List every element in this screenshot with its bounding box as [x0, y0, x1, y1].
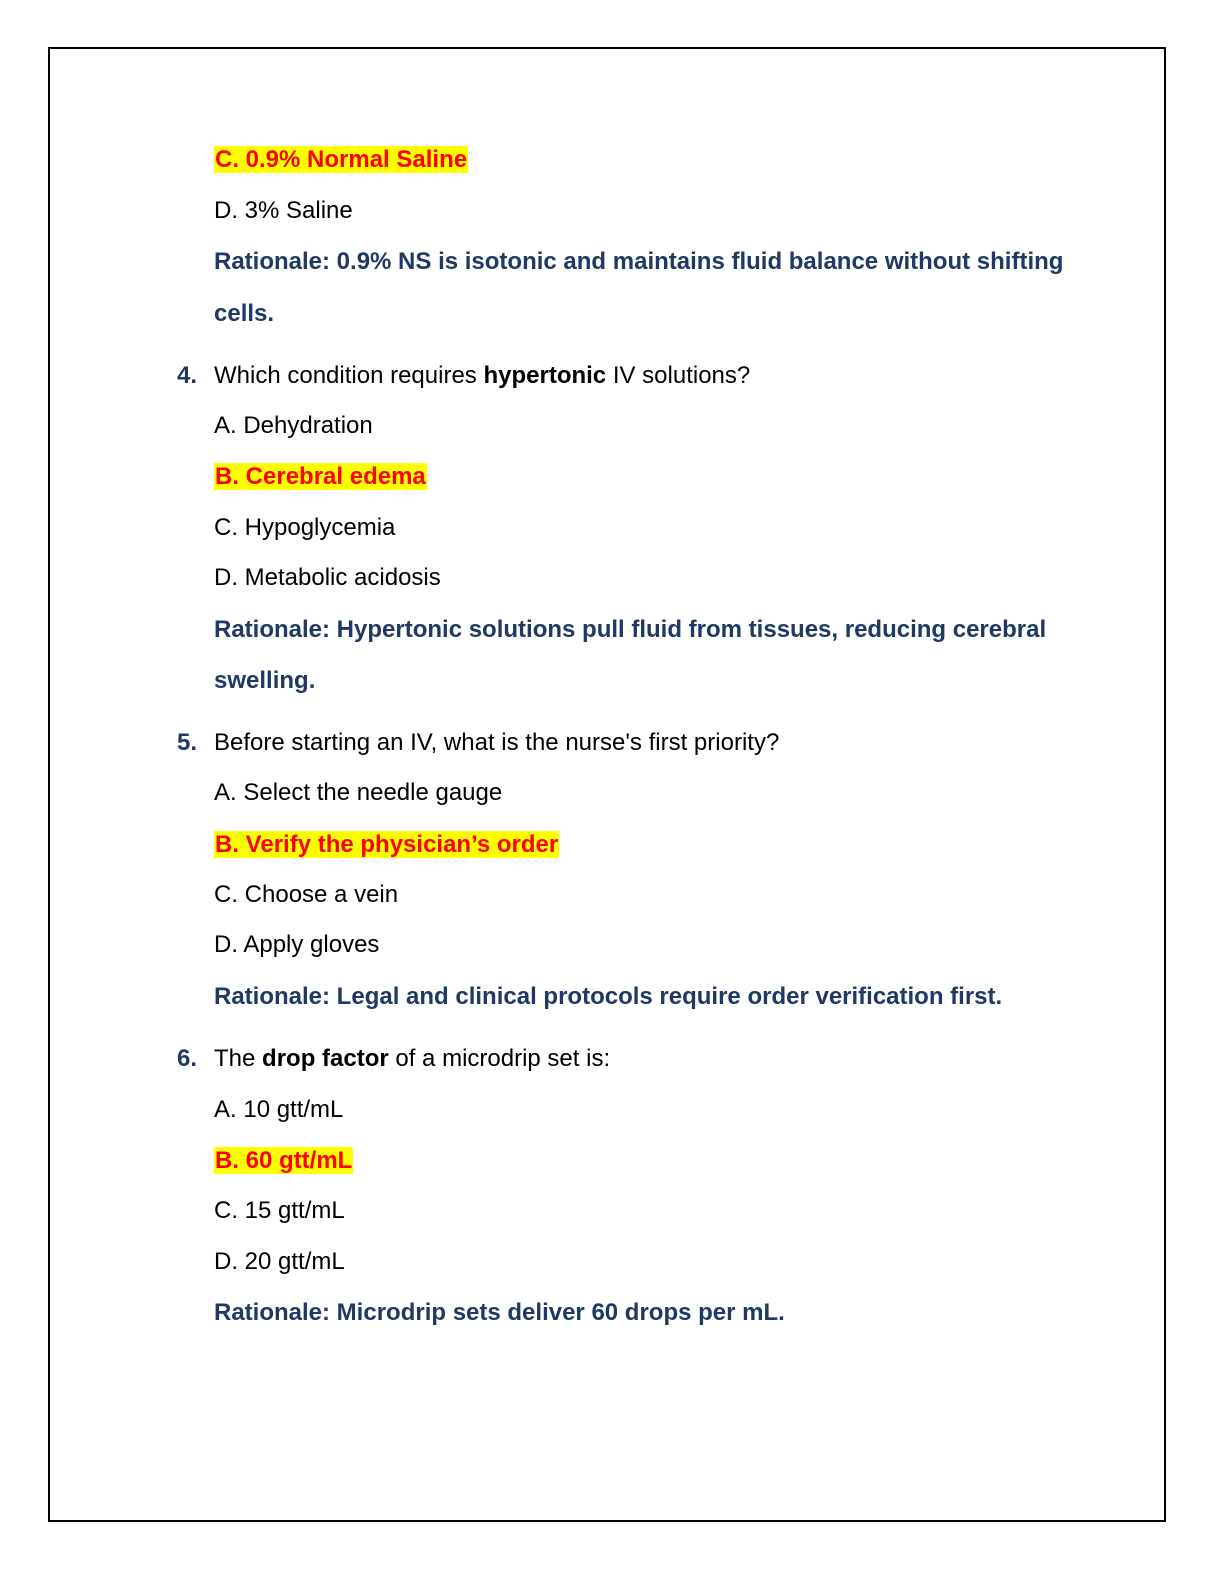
q6-option-d: D. 20 gtt/mL — [214, 1248, 345, 1275]
q3-rationale-line2: cells. — [214, 300, 275, 327]
q3-rationale-line1: Rationale: 0.9% NS is isotonic and maintains fluid balance without shifting — [214, 248, 1064, 275]
q6-option-b — [214, 1146, 353, 1176]
q3-option-c — [214, 145, 468, 175]
q6-number: 6. — [177, 1045, 198, 1072]
q5-option-a: A. Select the needle gauge — [214, 779, 503, 806]
q4-text-before: Which condition requires — [214, 362, 484, 389]
q4-text-after: IV solutions? — [606, 362, 751, 389]
q4-text-bold: hypertonic — [483, 362, 607, 389]
q4-option-a: A. Dehydration — [214, 412, 373, 439]
q4-option-b — [214, 462, 427, 492]
q5-question: Before starting an IV, what is the nurse's first priority? — [214, 729, 780, 756]
q5-option-c: C. Choose a vein — [214, 881, 399, 908]
q5-option-d: D. Apply gloves — [214, 931, 380, 958]
q5-correct-answer: B. Verify the physician’s order — [215, 831, 559, 858]
q6-option-c: C. 15 gtt/mL — [214, 1197, 345, 1224]
q6-question — [214, 1044, 610, 1074]
q4-question — [214, 361, 750, 391]
q5-rationale: Rationale: Legal and clinical protocols require order verification first. — [214, 983, 1003, 1010]
q6-text-bold: drop factor — [262, 1045, 389, 1072]
q4-option-d: D. Metabolic acidosis — [214, 564, 441, 591]
q4-correct-answer: B. Cerebral edema — [215, 463, 426, 490]
q3-option-d: D. 3% Saline — [214, 197, 353, 224]
q3-correct-answer: C. 0.9% Normal Saline — [215, 146, 468, 173]
q6-option-a: A. 10 gtt/mL — [214, 1096, 344, 1123]
q6-text-before: The — [214, 1045, 263, 1072]
q5-option-b — [214, 830, 559, 860]
q4-rationale-line1: Rationale: Hypertonic solutions pull fluid from tissues, reducing cerebral — [214, 616, 1047, 643]
q6-text-after: of a microdrip set is: — [388, 1045, 611, 1072]
q6-correct-answer: B. 60 gtt/mL — [215, 1147, 353, 1174]
q4-number: 4. — [177, 362, 198, 389]
q4-option-c: C. Hypoglycemia — [214, 514, 396, 541]
q6-rationale: Rationale: Microdrip sets deliver 60 drops per mL. — [214, 1299, 785, 1326]
q5-number: 5. — [177, 729, 198, 756]
q4-rationale-line2: swelling. — [214, 667, 316, 694]
